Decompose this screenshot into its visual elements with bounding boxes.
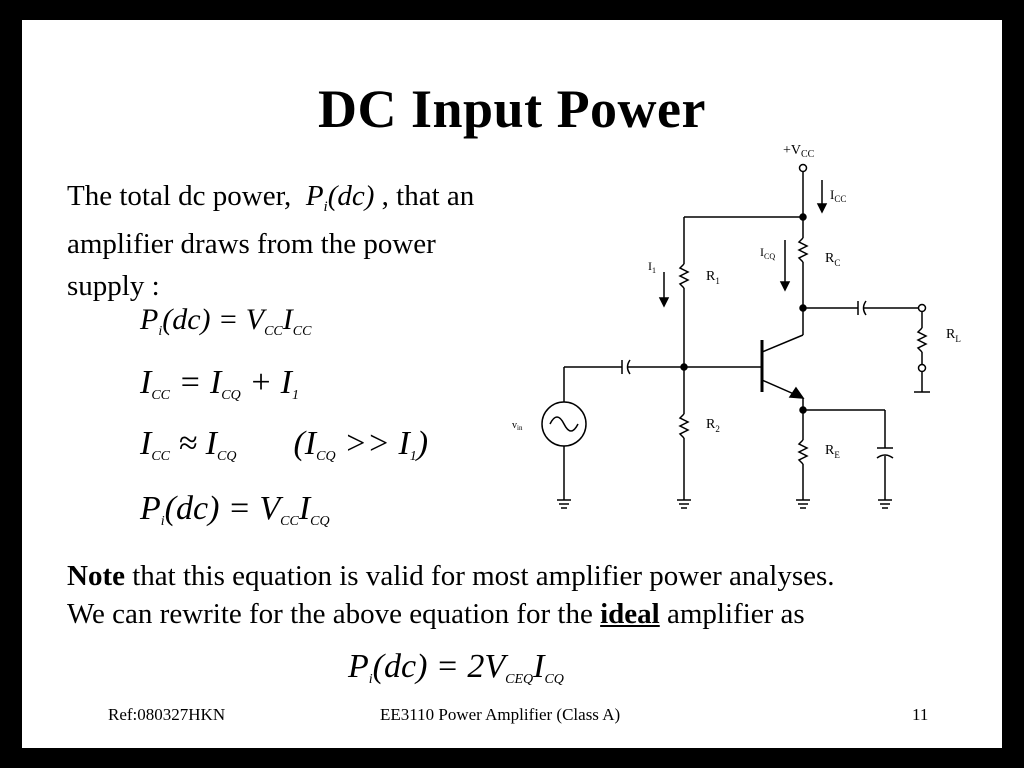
equation-ideal: $P_i(dc) = 2V_{CEQ}I_{CQ}$ (348, 648, 564, 687)
equation-pi-vcc-icc: $P_i(dc) = V_{CC}I_{CC}$ (140, 303, 312, 339)
note-line-1: Note that this equation is valid for most amplifier power analyses. (67, 560, 835, 592)
footer-ref: Ref:080327HKN (108, 705, 226, 724)
label-vin: $v_{in}$ (512, 420, 523, 432)
label-icq: $I_{CQ}$ (760, 245, 776, 261)
footer-course: EE3110 Power Amplifier (Class A) (380, 705, 621, 724)
label-i1: $I_1$ (648, 259, 656, 275)
r1-resistor (680, 264, 688, 288)
label-rc: $R_C$ (825, 251, 841, 268)
note-line-2: We can rewrite for the above equation for the ideal amplifier as (67, 598, 805, 630)
ideal-emphasis: ideal (600, 598, 660, 630)
label-re: $R_E$ (825, 443, 840, 460)
equation-icc-sum: $I_{CC} = I_{CQ} + I_1$ (140, 364, 299, 403)
label-r1: $R_1$ (706, 269, 720, 286)
ground-symbols (557, 500, 892, 508)
equation-icc-approx: $I_{CC} \approx I_{CQ}$ $(I_{CQ} >> I_1)$ (140, 425, 429, 464)
label-icc: $I_{CC}$ (830, 187, 847, 204)
slide-title: DC Input Power (317, 79, 706, 139)
vcc-terminal (800, 165, 807, 172)
intro-line-3: supply : (67, 270, 160, 302)
label-vcc: $+V_{CC}$ (783, 143, 815, 160)
footer-page-number: 11 (912, 705, 929, 724)
rl-resistor (918, 328, 926, 352)
equation-pi-vcc-icq: $P_i(dc) = V_{CC}I_{CQ}$ (140, 490, 330, 529)
intro-line-1: The total dc power, $P_i(dc)$ , that an (67, 180, 475, 215)
label-r2: $R_2$ (706, 417, 720, 434)
intro-line-2: amplifier draws from the power (67, 228, 436, 260)
re-resistor (799, 440, 807, 464)
label-rl: $R_L$ (946, 327, 961, 344)
r2-resistor (680, 414, 688, 438)
rc-resistor (799, 238, 807, 262)
